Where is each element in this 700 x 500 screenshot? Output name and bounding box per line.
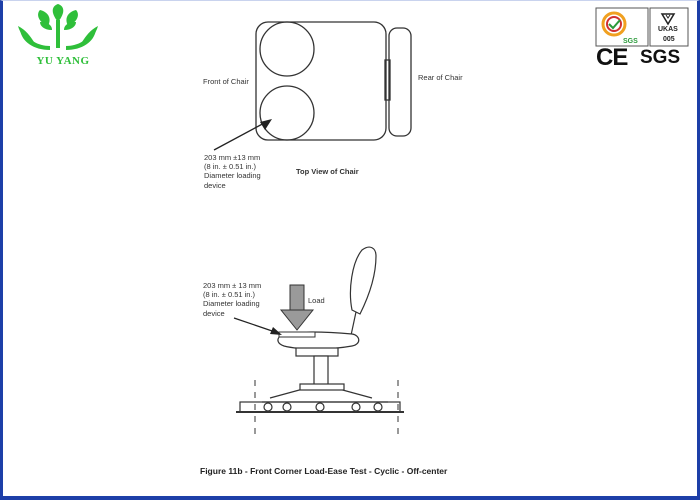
note-line: 203 mm ±13 mm <box>204 153 261 162</box>
ukas-badge-label: UKAS <box>658 26 678 33</box>
figure-caption: Figure 11b - Front Corner Load-Ease Test - Cyclic - Off-center <box>200 466 448 476</box>
note-line: device <box>203 308 225 318</box>
loading-pad-side <box>279 332 315 337</box>
brand-name: YU YANG <box>36 55 90 67</box>
top-view-pointer-arrow <box>214 119 272 150</box>
sgs-certification-badge <box>596 8 648 46</box>
leaf-hands-logo-icon <box>18 4 98 50</box>
load-arrow <box>281 285 313 330</box>
side-view-pointer-arrow <box>234 318 282 335</box>
sgs-mark: SGS <box>640 47 681 68</box>
note-line: Diameter loading <box>204 171 261 181</box>
loading-device-front-circle <box>260 86 314 140</box>
top-view-loading-note <box>204 153 261 190</box>
gas-column <box>314 356 328 386</box>
top-view-chair <box>256 22 411 140</box>
front-of-chair-label: Front of Chair <box>203 77 249 86</box>
top-view-title: Top View of Chair <box>296 167 359 176</box>
note-line: device <box>204 180 226 190</box>
load-label: Load <box>308 296 325 305</box>
sgs-badge-label: SGS <box>623 38 638 45</box>
backrest-outline <box>389 28 411 136</box>
side-view-loading-note <box>203 281 261 318</box>
note-line: Diameter loading <box>203 299 260 309</box>
ukas-badge-code: 005 <box>663 36 675 43</box>
backrest-side <box>350 247 376 314</box>
note-line: (8 in. ± 0.51 in.) <box>203 290 256 300</box>
note-line: (8 in. ± 0.51 in.) <box>204 162 257 172</box>
note-line: 203 mm ± 13 mm <box>203 281 262 290</box>
seat-outline <box>256 22 386 140</box>
ce-mark: CE <box>596 44 628 71</box>
loading-device-rear-circle <box>260 22 314 76</box>
rear-of-chair-label: Rear of Chair <box>418 73 463 82</box>
side-view-chair <box>236 247 404 412</box>
